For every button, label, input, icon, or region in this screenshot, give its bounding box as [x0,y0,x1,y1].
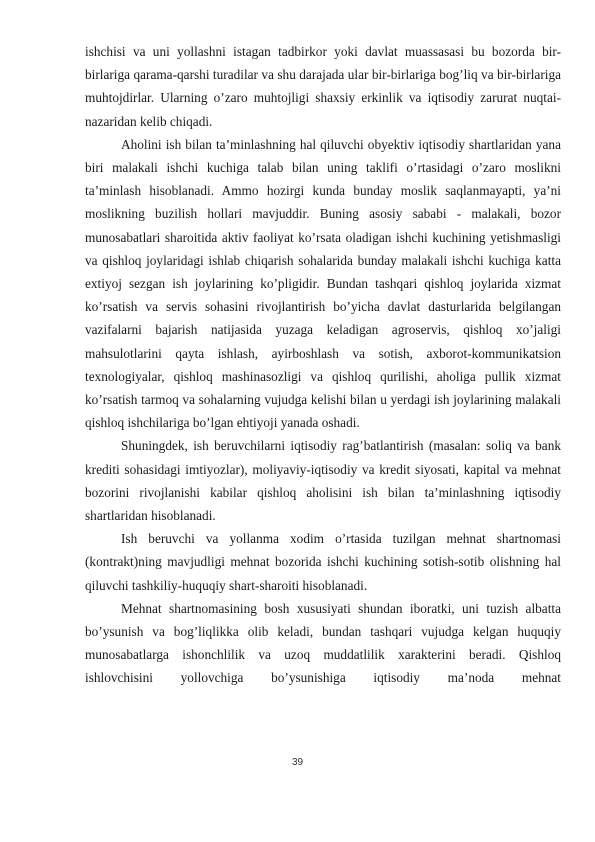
paragraph-3: Shuningdek, ish beruvchilarni iqtisodiy rag’batlantirish (masalan: soliq va bank krediti sohasidagi imtiyozlar), moliyaviy-iqtisodiy va kredit siyosati, kapital va mehnat bozorini rivojlanishi kabilar qishloq aholisini ish bilan ta’minlashning iqtisodiy shartlaridan hisoblanadi. [85,438,561,524]
document-page [85,40,561,690]
page-number: 39 [291,757,304,768]
paragraph-2: Aholini ish bilan ta’minlashning hal qiluvchi obyektiv iqtisodiy shartlaridan yana biri malakali ishchi kuchiga talab bilan uning taklifi o’rtasidagi o’zaro moslikni ta’minlash hisoblanadi. Ammo hozirgi kunda bunday moslik saqlanmayapti, ya’ni moslikning buzilish hollari mavjuddir. Buning asosiy sababi - malakali, bozor munosabatlari sharoitida aktiv faoliyat ko’rsata oladigan ishchi kuchining yetishmasligi va qishloq joylaridagi ishlab chiqarish sohalarida bunday malakali ishchi kuchiga katta extiyoj sezgan ish joylarining ko’pligidir. Bundan tashqari qishloq joylarida xizmat ko’rsatish va servis sohasini rivojlantirish bo’yicha davlat dasturlarida belgilangan vazifalarni bajarish natijasida yuzaga keladigan agroservis, qishloq xo’jaligi mahsulotlarini qayta ishlash, ayirboshlash va sotish, axborot-kommunikatsion texnologiyalar, qishloq mashinasozligi va qishloq qurilishi, aholiga pullik xizmat ko’rsatish tarmoq va sohalarning vujudga kelishi bilan u yerdagi ish joylarining malakali qishloq ishchilariga bo’lgan ehtiyoji yanada oshadi. [85,136,561,431]
paragraph-1: ishchisi va uni yollashni istagan tadbirkor yoki davlat muassasasi bu bozorda bir-birlariga qarama-qarshi turadilar va shu darajada ular bir-birlariga bog’liq va bir-birlariga muhtojdirlar. Ularning o’zaro muhtojligi shaxsiy erkinlik va iqtisodiy zarurat nuqtai-nazaridan kelib chiqadi. [85,44,561,129]
paragraph-4: Ish beruvchi va yollanma xodim o’rtasida tuzilgan mehnat shartnomasi (kontrakt)ning mavjudligi mehnat bozorida ishchi kuchining sotish-sotib olishning hal qiluvchi tashkiliy-huquqiy shart-sharoiti hisoblanadi. [85,531,561,593]
paragraph-5: Mehnat shartnomasining bosh xususiyati shundan iboratki, uni tuzish albatta bo’ysunish va bog’liqlikka olib keladi, bundan tashqari vujudga kelgan huquqiy munosabatlarga ishonchlilik va uzoq muddatlilik xarakterini beradi. Qishloq ishlovchisini yollovchiga bo’ysunishiga iqtisodiy ma’noda mehnat [85,600,561,686]
